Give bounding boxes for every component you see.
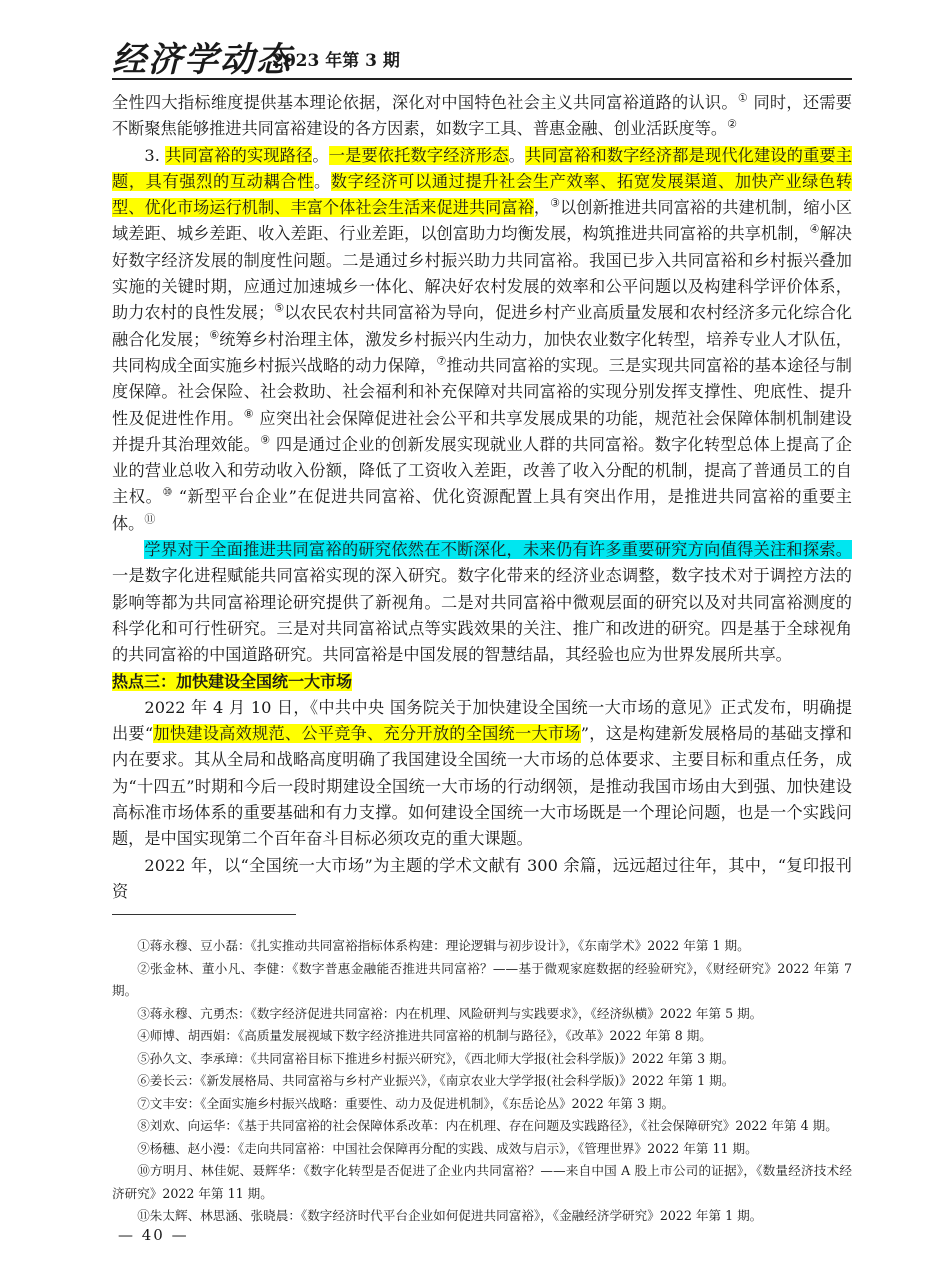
highlight-yellow: 共同富裕和数字经济都是现代化建设的重要主题，具有强烈的互动耦合性 — [112, 145, 853, 191]
footnote-1: ①蒋永穆、豆小磊：《扎实推动共同富裕指标体系构建：理论逻辑与初步设计》，《东南学术》2022 年第 1 期。 — [137, 938, 750, 953]
text-run: 2022 年 4 月 10 日，《中共中央 国务院关于加快建设全国统一大市场的意见》正式发布，明确提出要“ — [112, 697, 852, 744]
footnote-ref: ⑤ — [274, 301, 285, 315]
footnote-ref: ⑩ — [162, 486, 173, 500]
text-run: ， — [533, 198, 551, 218]
footnote-ref: ⑥ — [209, 328, 220, 342]
text-run: 同时，还需要不断聚焦能够推进共同富裕建设的各方因素，如数字工具、普惠金融、创业活跃度等。 — [112, 93, 852, 139]
footnote-3: ③蒋永穆、亢勇杰：《数字经济促进共同富裕：内在机理、风险研判与实践要求》，《经济纵横》2022 年第 5 期。 — [137, 1005, 763, 1021]
footnote-5: ⑤孙久文、李承璋：《共同富裕目标下推进乡村振兴研究》，《西北师大学报(社会科学版)》2022 年第 3 期。 — [137, 1050, 735, 1066]
text-run: 四是通过企业的创新发展实现就业人群的共同富裕。数字化转型总体上提高了企业的营业总收入和劳动收入份额，降低了工资收入差距，改善了收入分配的机制，提高了普通员工的自主权。 — [112, 434, 852, 507]
highlight-cyan: 学界对于全面推进共同富裕的研究依然在不断深化，未来仍有许多重要研究方向值得关注和探索。 — [144, 540, 852, 560]
footnote-ref: ⑧ — [243, 407, 254, 421]
footnote-ref: ④ — [809, 223, 820, 237]
hot-topic-title: 热点三：加快建设全国统一大市场 — [112, 671, 353, 691]
highlight-yellow: 共同富裕的实现路径 — [165, 145, 313, 165]
text-run: 。 — [314, 171, 331, 191]
paragraph-1 — [112, 143, 852, 537]
article-body — [112, 90, 852, 905]
footnote-8: ⑧刘欢、向运华：《基于共同富裕的社会保障体系改革：内在机理、存在问题及实践路径》，《社会保障研究》2022 年第 4 期。 — [137, 1118, 838, 1133]
highlight-yellow: 加快建设高效规范、公平竞争、充分开放的全国统一大市场 — [153, 724, 581, 744]
footnote-2: ②张金林、董小凡、李健：《数字普惠金融能否推进共同富裕？——基于微观家庭数据的经验研究》，《财经研究》2022 年第 7 期。 — [112, 960, 852, 998]
footnote-ref: ⑦ — [436, 354, 447, 368]
paragraph-3 — [112, 695, 852, 853]
text-run: 以创新推进共同富裕的共建机制，缩小区域差距、城乡差距、收入差距、行业差距，以创富助力均衡发展，构筑推进共同富裕的共享机制， — [112, 198, 853, 244]
text-run: “新型平台企业”在促进共同富裕、优化资源配置上具有突出作用，是推进共同富裕的重要主体。 — [112, 487, 852, 533]
highlight-yellow: 数字经济可以通过提升社会生产效率、拓宽发展渠道、加快产业绿色转型、优化市场运行机制、丰富个体社会生活来促进共同富裕 — [112, 171, 853, 218]
journal-title: 经济学动态 — [112, 40, 292, 80]
footnotes — [112, 935, 852, 1228]
footnote-ref: ① — [737, 91, 749, 105]
text-run: 。 — [312, 145, 329, 165]
page-number: — 40 — — [118, 1226, 189, 1244]
section-heading — [112, 669, 852, 695]
text-run: 。 — [508, 145, 526, 165]
text-run: 推动共同富裕的实现。三是实现共同富裕的基本途径与制度保障。社会保险、社会救助、社会福利和补充保障对共同富裕的实现分别发挥支撑性、兜底性、提升性及促进性作用。 — [112, 355, 852, 428]
text-run: 全性四大指标维度提供基本理论依据，深化对中国特色社会主义共同富裕道路的认识。 — [112, 93, 738, 112]
text-run: 一是数字化进程赋能共同富裕实现的深入研究。数字化带来的经济业态调整，数字技术对于调控方法的影响等都为共同富裕理论研究提供了新视角。二是对共同富裕中微观层面的研究以及对共同富裕测度的科学化和可行性研究。三是对共同富裕试点等实践效果的关注、推广和改进的研究。四是基于全球视角的共同富裕的中国道路研究。共同富裕是中国发展的智慧结晶，其经验也应为世界发展所共享。 — [112, 566, 852, 665]
footnote-ref: ⑪ — [144, 512, 156, 526]
footnote-rule — [112, 914, 296, 915]
footnote-9: ⑨杨穗、赵小漫：《走向共同富裕：中国社会保障再分配的实践、成效与启示》，《管理世界》2022 年第 11 期。 — [137, 1140, 758, 1156]
text-run: ”，这是构建新发展格局的基础支撑和内在要求。其从全局和战略高度明确了我国建设全国统一大市场的总体要求、主要目标和重点任务，成为“十四五”时期和今后一段时期建设全国统一大市场的行动纲领，是推动我国市场由大到强、加快建设高标准市场体系的重要基础和有力支撑。如何建设全国统一大市场既是一个理论问题，也是一个实践问题，是中国实现第二个百年奋斗目标必须攻克的重大课题。 — [112, 724, 853, 849]
text-run: 解决好数字经济发展的制度性问题。二是通过乡村振兴助力共同富裕。我国已步入共同富裕和乡村振兴叠加实施的关键时期，应通过加速城乡一体化、解决好农村发展的效率和公平问题以及构建科学评价体系，助力农村的良性发展； — [112, 224, 852, 323]
issue-label: 2023 年第 3 期 — [272, 51, 400, 71]
footnote-ref: ⑨ — [260, 433, 271, 447]
text-run: 以农民农村共同富裕为导向，促进乡村产业高质量发展和农村经济多元化综合化融合化发展； — [112, 303, 852, 349]
footnote-6: ⑥姜长云：《新发展格局、共同富裕与乡村产业振兴》，《南京农业大学学报(社会科学版)》2022 年第 1 期。 — [137, 1073, 735, 1088]
paragraph-2 — [112, 537, 852, 668]
footnote-11: ⑪朱太辉、林思涵、张晓晨：《数字经济时代平台企业如何促进共同富裕》，《金融经济学研究》2022 年第 1 期。 — [137, 1208, 763, 1223]
header-rule — [112, 78, 852, 80]
paragraph-4: 2022 年，以“全国统一大市场”为主题的学术文献有 300 余篇，远远超过往年，其中，“复印报刊资 — [112, 855, 852, 901]
footnote-ref: ③ — [550, 196, 560, 210]
highlight-yellow: 一是要依托数字经济形态 — [328, 145, 509, 165]
paragraph-0 — [112, 90, 852, 143]
footnote-10: ⑩方明月、林佳妮、聂辉华：《数字化转型是否促进了企业内共同富裕？——来自中国 A 股上市公司的证据》，《数量经济技术经济研究》2022 年第 11 期。 — [112, 1163, 852, 1201]
text-run: 应突出社会保障促进社会公平和共享发展成果的功能，规范社会保障体制机制建设并提升其治理效能。 — [112, 408, 852, 454]
text-run: 3. — [144, 145, 166, 165]
text-run: 统筹乡村治理主体，激发乡村振兴内生动力，加快农业数字化转型，培养专业人才队伍，共同构成全面实施乡村振兴战略的动力保障， — [112, 329, 852, 375]
footnote-7: ⑦文丰安：《全面实施乡村振兴战略：重要性、动力及促进机制》，《东岳论丛》2022 年第 3 期。 — [137, 1095, 675, 1111]
footnote-ref: ② — [727, 117, 737, 131]
footnote-4: ④师博、胡西娟：《高质量发展视域下数字经济推进共同富裕的机制与路径》，《改革》2022 年第 8 期。 — [137, 1028, 712, 1043]
page-header — [112, 38, 852, 82]
